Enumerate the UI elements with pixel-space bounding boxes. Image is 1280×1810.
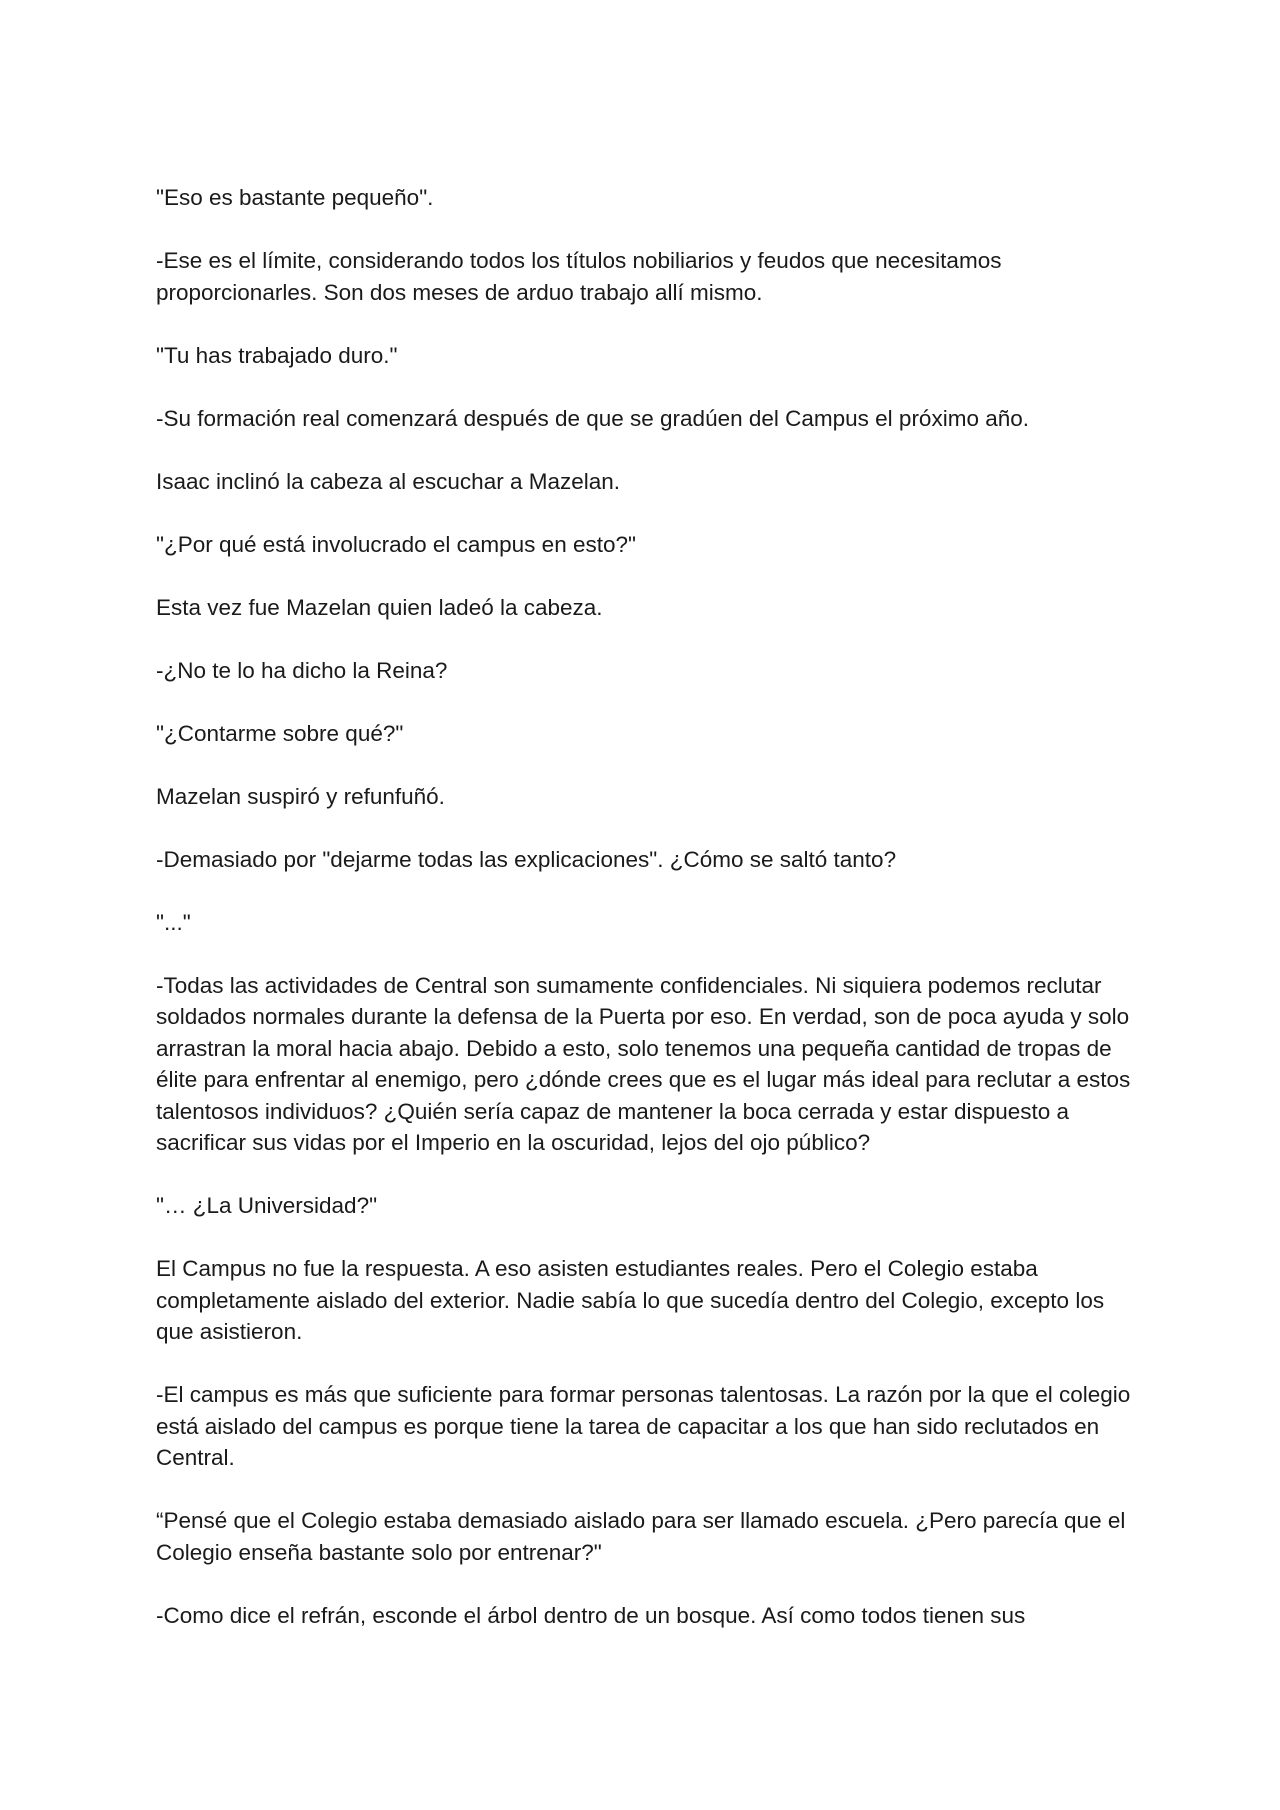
paragraph: "..." [156, 909, 191, 935]
paragraph: "Tu has trabajado duro." [156, 342, 398, 368]
paragraph: -Todas las actividades de Central son sumamente confidenciales. Ni siquiera podemos reclutar soldados normales durante la defensa de la Puerta por eso. En verdad, son de poca ayuda y solo arrastran la moral hacia abajo. Debido a esto, solo tenemos una pequeña cantidad de tropas de élite para enfrentar al enemigo, pero ¿dónde crees que es el lugar más ideal para reclutar a estos talentosos individuos? ¿Quién sería capaz de mantener la boca cerrada y estar dispuesto a sacrificar sus vidas por el Imperio en la oscuridad, lejos del ojo público? [156, 972, 1131, 1155]
paragraph: "… ¿La Universidad?" [156, 1193, 378, 1218]
paragraph: El Campus no fue la respuesta. A eso asisten estudiantes reales. Pero el Colegio estaba completamente aislado del exterior. Nadie sabía lo que sucedía dentro del Colegio, excepto los que asistieron. [156, 1256, 1105, 1344]
paragraph: -¿No te lo ha dicho la Reina? [156, 657, 448, 683]
document-body [156, 182, 1136, 1631]
paragraph: "¿Por qué está involucrado el campus en esto?" [156, 531, 636, 557]
paragraph: -Ese es el límite, considerando todos los títulos nobiliarios y feudos que necesitamos proporcionarles. Son dos meses de arduo trabajo allí mismo. [156, 248, 1002, 305]
paragraph: -Demasiado por "dejarme todas las explicaciones". ¿Cómo se saltó tanto? [156, 846, 897, 872]
paragraph: "Eso es bastante pequeño". [156, 185, 434, 210]
paragraph: Mazelan suspiró y refunfuñó. [156, 783, 445, 809]
paragraph: “Pensé que el Colegio estaba demasiado aislado para ser llamado escuela. ¿Pero parecía que el Colegio enseña bastante solo por entrenar?" [156, 1508, 1126, 1565]
paragraph: Isaac inclinó la cabeza al escuchar a Mazelan. [156, 468, 621, 494]
paragraph: -Su formación real comenzará después de que se gradúen del Campus el próximo año. [156, 405, 1029, 431]
paragraph: Esta vez fue Mazelan quien ladeó la cabeza. [156, 594, 603, 620]
paragraph: -El campus es más que suficiente para formar personas talentosas. La razón por la que el colegio está aislado del campus es porque tiene la tarea de capacitar a los que han sido reclutados en Central. [156, 1382, 1131, 1470]
paragraph: "¿Contarme sobre qué?" [156, 720, 404, 746]
paragraph: -Como dice el refrán, esconde el árbol dentro de un bosque. Así como todos tienen sus [156, 1602, 1026, 1628]
